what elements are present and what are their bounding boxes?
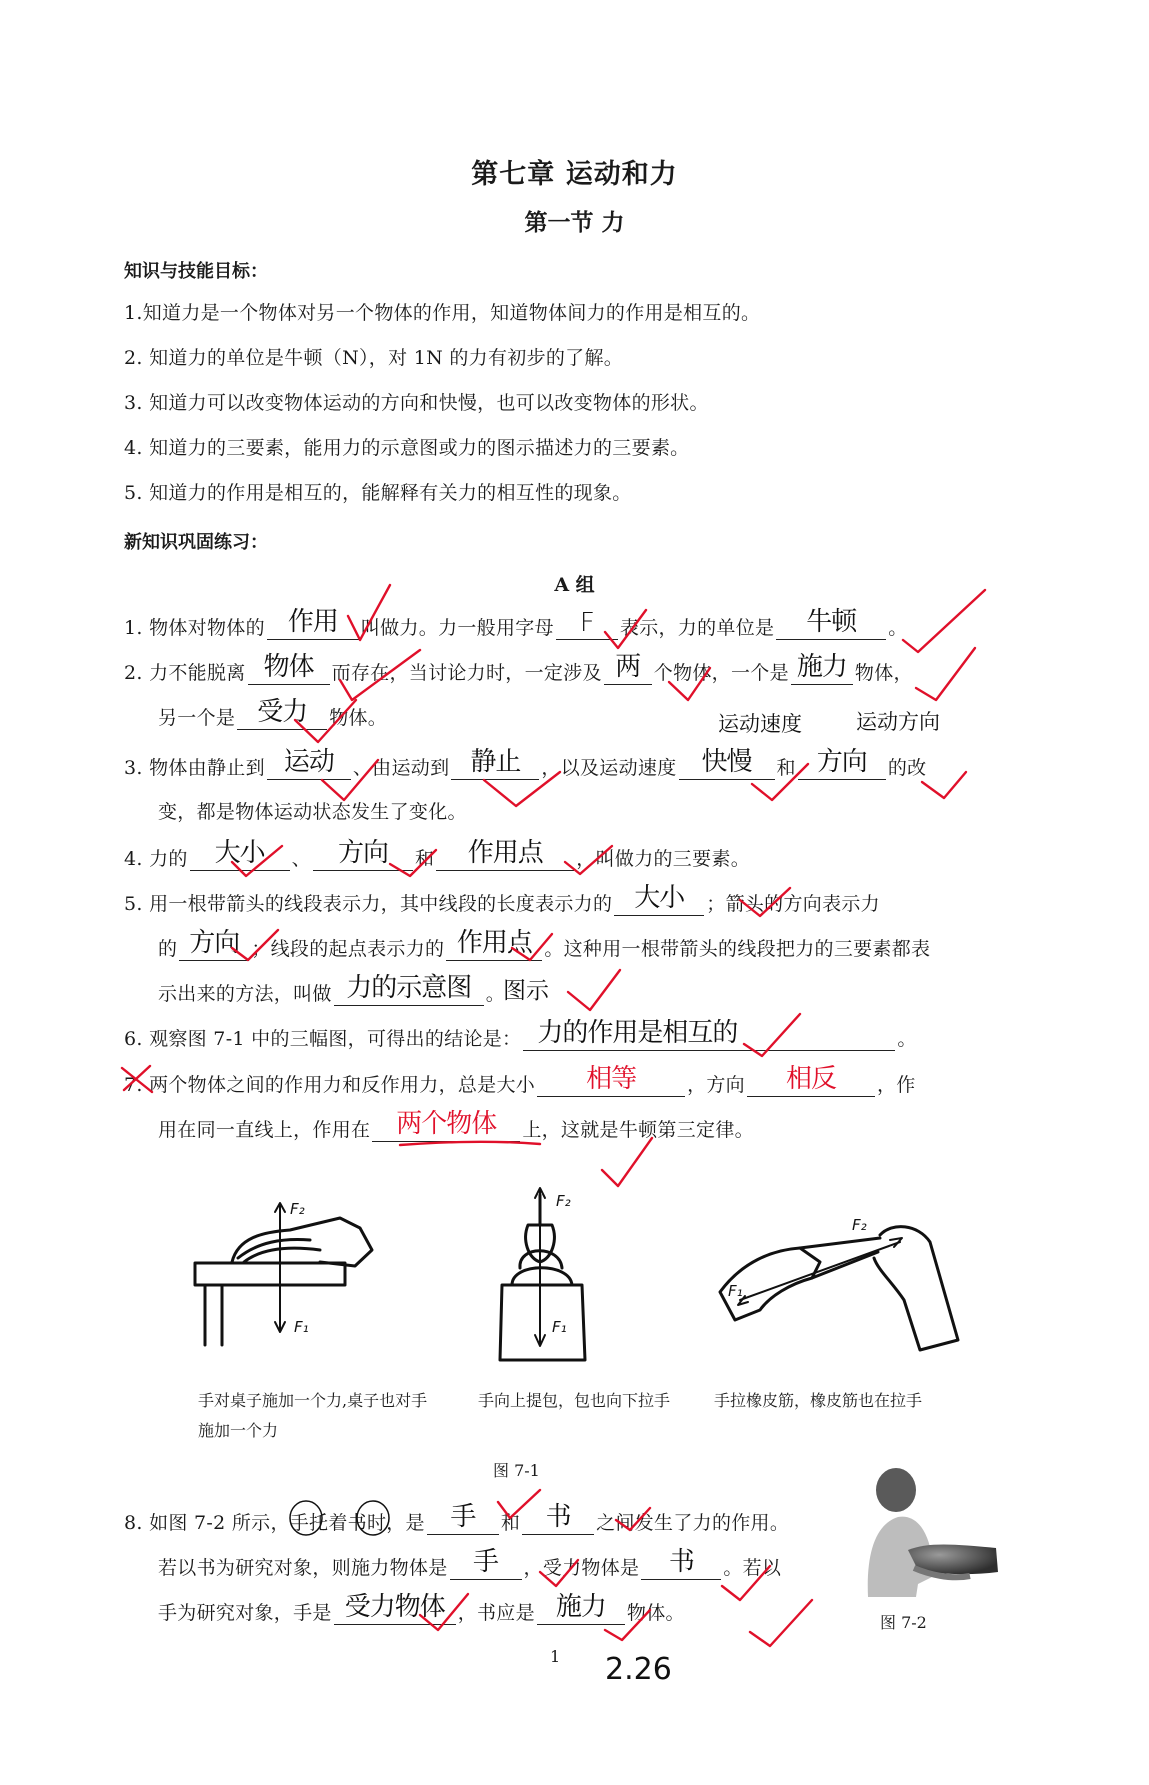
group-label: A 组 [554,574,595,596]
question-3: 3. 物体由静止到 运动 、由运动到 静止 ，以及运动速度 快慢 和 方向 的改 [124,747,927,779]
figure-caption: 手对桌子施加一个力,桌子也对手施加一个力 [198,1391,428,1440]
handwritten-note: 运动速度 [718,712,802,736]
question-8-line2: 若以书为研究对象，则施力物体是 手 ，受力物体是 书 。若以 [158,1547,782,1579]
check-mark [322,760,378,800]
figure-7-1-label: 图 7-1 [493,1461,540,1480]
check-mark [512,934,552,960]
force-label: F₂ [556,1192,571,1210]
page-number: 1 [550,1647,561,1666]
answer-blank[interactable]: 大小 [190,843,290,871]
check-mark [540,1560,578,1586]
check-mark [740,888,790,916]
check-mark [903,590,985,652]
figure-7-2-label: 图 7-2 [880,1613,927,1632]
objective-item: 3. 知道力可以改变物体运动的方向和快慢，也可以改变物体的形状。 [124,392,709,414]
question-5-line2: 的 方向 ；线段的起点表示力的 作用点 。这种用一根带箭头的线段把力的三要素都表 [158,928,931,960]
check-mark [922,772,966,798]
practice-heading: 新知识巩固练习： [124,532,268,553]
question-7-line2: 用在同一直线上，作用在 两个物体 上，这就是牛顿第三定律。 [158,1109,754,1141]
objective-item: 4. 知道力的三要素，能用力的示意图或力的图示描述力的三要素。 [124,437,690,459]
answer-blank[interactable]: 运动 [267,752,351,780]
question-1: 1. 物体对物体的 作用 叫做力。力一般用字母 F 表示，力的单位是 牛顿 。 [124,607,908,639]
answer-blank[interactable]: 作用点 [446,933,542,961]
question-5: 5. 用一根带箭头的线段表示力，其中线段的长度表示力的 大小 ；箭头的方向表示力 [124,883,880,915]
teacher-correction: 图示 [503,978,549,1004]
answer-blank[interactable]: 快慢 [679,752,775,780]
handwritten-circles [290,1501,389,1535]
force-label: F₁ [552,1318,567,1336]
figure-caption: 手向上提包，包也向下拉手 [478,1391,671,1410]
answer-blank[interactable]: 受力物体 [334,1597,456,1625]
section-title: 第一节 力 [524,209,625,236]
check-mark [484,772,560,806]
answer-blank[interactable]: 作用 [267,612,359,640]
check-mark [722,1566,770,1600]
answer-blank[interactable]: F [556,612,618,640]
answer-blank[interactable]: 相等 [537,1069,685,1097]
answer-blank[interactable]: 力的示意图 [334,978,484,1006]
check-mark [744,1014,800,1056]
answer-blank[interactable]: 手 [427,1507,499,1535]
objective-item: 5. 知道力的作用是相互的，能解释有关力的相互性的现象。 [124,482,632,504]
check-mark [232,846,282,876]
answer-blank[interactable]: 两 [604,657,652,685]
force-label: F₂ [290,1200,305,1218]
force-label: F₁ [728,1282,743,1300]
wrong-mark [122,1066,152,1092]
handwritten-date: 2.26 [605,1652,672,1687]
question-7: 7. 两个物体之间的作用力和反作用力，总是大小 相等 ，方向 相反 ，作 [124,1064,916,1096]
answer-blank[interactable]: 受力 [237,702,327,730]
question-8-line3: 手为研究对象，手是 受力物体 ，书应是 施力 物体。 [158,1592,685,1624]
check-mark [750,1600,812,1646]
handwritten-note: 运动方向 [856,710,940,734]
answer-blank[interactable]: 施力 [537,1597,625,1625]
force-label: F₁ [294,1318,309,1336]
check-mark [916,648,975,700]
answer-blank[interactable]: 力的作用是相互的 [523,1023,895,1051]
check-mark [348,585,390,640]
answer-blank[interactable]: 书 [522,1507,594,1535]
answer-blank[interactable]: 相反 [747,1069,875,1097]
answer-blank[interactable]: 两个物体 [372,1114,520,1142]
answer-blank[interactable]: 手 [450,1552,522,1580]
question-2: 2. 力不能脱离 物体 而存在，当讨论力时，一定涉及 两 个物体，一个是 施力 物体， [124,652,913,684]
answer-blank[interactable]: 静止 [451,752,539,780]
force-label: F₂ [852,1216,867,1234]
check-mark [340,650,420,700]
answer-blank[interactable]: 物体 [248,657,330,685]
question-4: 4. 力的 大小 、 方向 和 作用点 ，叫做力的三要素。 [124,838,750,870]
answer-blank[interactable]: 方向 [313,843,413,871]
check-mark [605,1610,650,1640]
objective-item: 1.知道力是一个物体对另一个物体的作用，知道物体间力的作用是相互的。 [124,302,761,324]
underline [400,1142,540,1145]
check-mark [568,970,620,1010]
question-5-line3: 示出来的方法，叫做 力的示意图 。 [158,973,506,1005]
objectives-heading: 知识与技能目标： [124,261,268,282]
check-mark [565,846,612,874]
check-mark [498,1490,540,1518]
answer-blank[interactable]: 大小 [614,888,704,916]
figure-caption: 手拉橡皮筋，橡皮筋也在拉手 [714,1391,923,1410]
check-mark [616,1508,650,1530]
check-mark [752,764,808,800]
question-8: 8. 如图 7-2 所示，手托着书时，是 手 和 书 之间发生了力的作用。 [124,1502,790,1534]
check-mark [420,1594,468,1630]
answer-blank[interactable]: 施力 [791,657,853,685]
chapter-title: 第七章 运动和力 [471,159,678,190]
check-mark [605,610,646,648]
answer-blank[interactable]: 方向 [798,752,886,780]
check-mark [669,668,710,700]
question-3-line2: 变，都是物体运动状态发生了变化。 [158,801,467,823]
question-6: 6. 观察图 7-1 中的三幅图，可得出的结论是： 力的作用是相互的 。 [124,1018,917,1050]
check-mark [295,700,356,742]
answer-blank[interactable]: 作用点 [436,843,574,871]
objective-item: 2. 知道力的单位是牛顿（N），对 1N 的力有初步的了解。 [124,347,624,369]
answer-blank[interactable]: 书 [641,1552,721,1580]
answer-blank[interactable]: 方向 [179,933,249,961]
check-mark [232,930,278,960]
check-mark [602,1138,652,1186]
check-mark [390,850,436,876]
question-2-line2: 另一个是 受力 物体。 [158,697,388,729]
answer-blank[interactable]: 牛顿 [776,612,886,640]
